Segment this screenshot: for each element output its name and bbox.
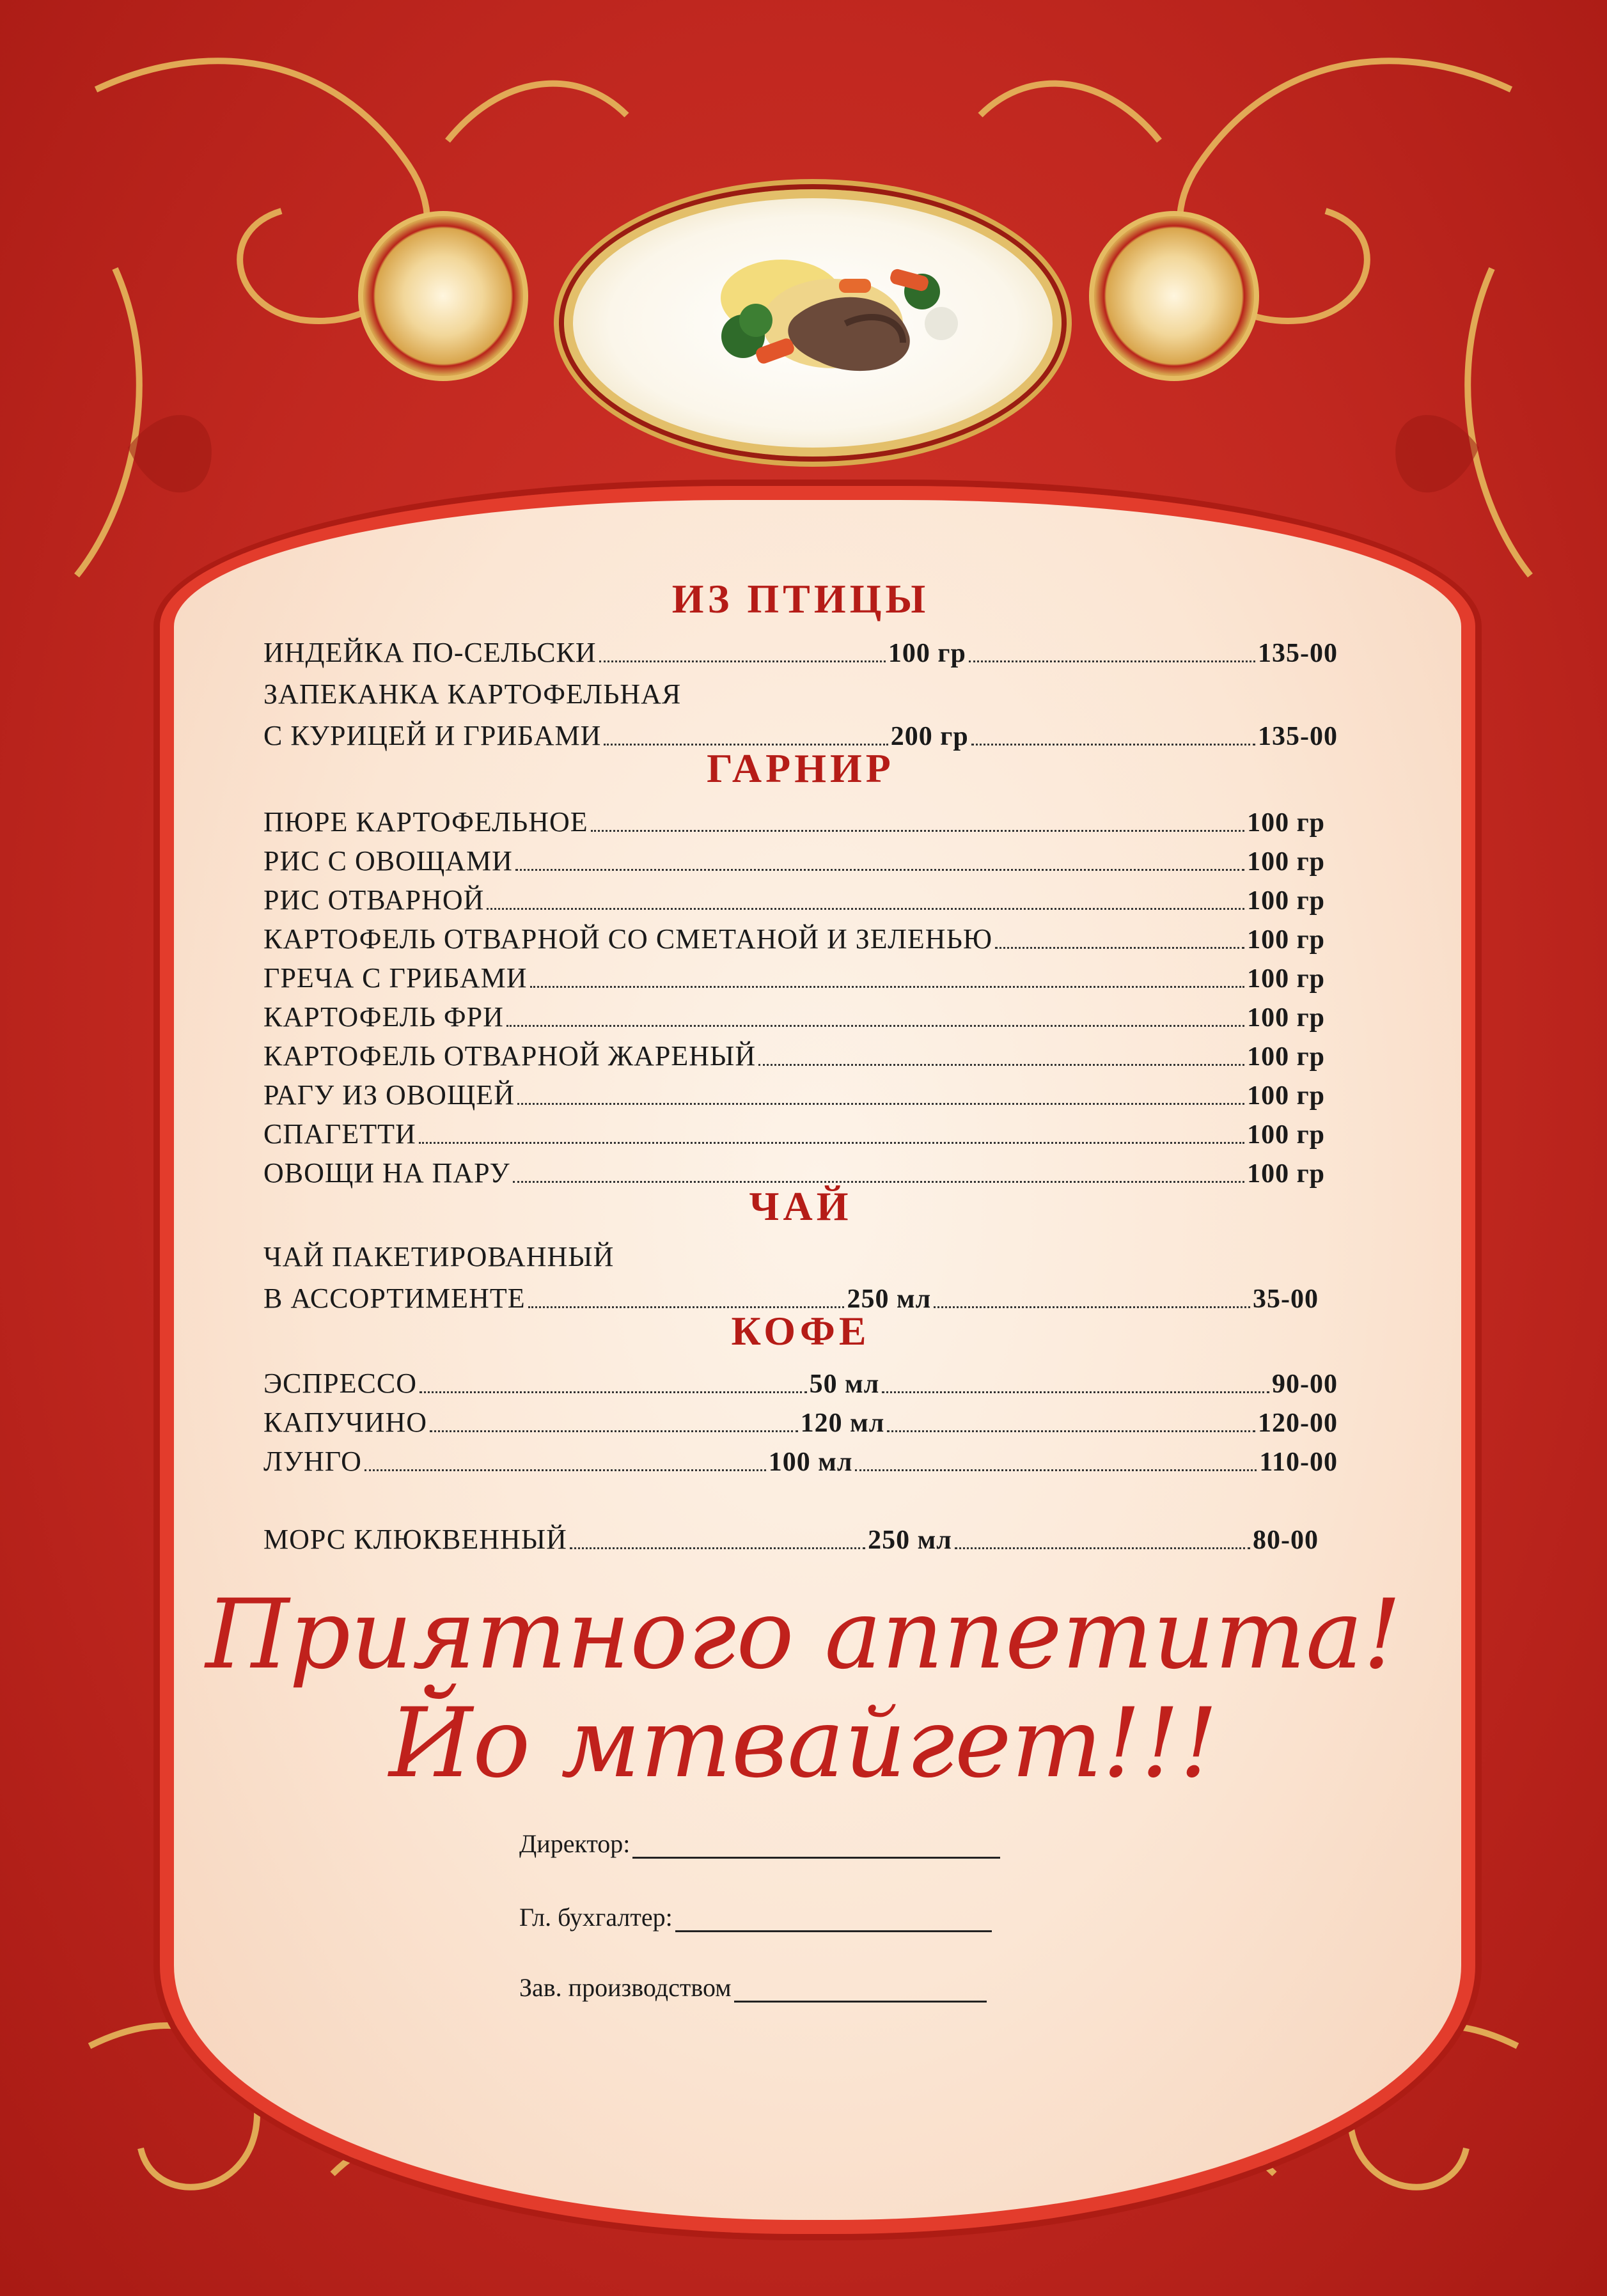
item-qty: 100 гр (1247, 1120, 1325, 1150)
leader-dots (530, 986, 1245, 988)
menu-item-coffee (263, 1403, 1338, 1439)
item-name: ПЮРЕ КАРТОФЕЛЬНОЕ (263, 806, 588, 838)
menu-item-garnish (263, 919, 1325, 955)
item-name: СПАГЕТТИ (263, 1118, 416, 1150)
left-rosette-ornament (358, 211, 528, 381)
item-name: МОРС КЛЮКВЕННЫЙ (263, 1524, 567, 1555)
menu-item-turkey (263, 633, 1338, 669)
menu-item-garnish (263, 1114, 1325, 1150)
menu-item-garnish (263, 1075, 1325, 1111)
leader-dots (515, 869, 1244, 871)
leader-dots (570, 1547, 865, 1549)
item-name-line1: ЧАЙ ПАКЕТИРОВАННЫЙ (263, 1241, 615, 1272)
leader-dots (506, 1025, 1244, 1027)
item-qty: 100 гр (1247, 847, 1325, 877)
wish-line-1: Приятного аппетита! (205, 1579, 1402, 1691)
item-qty: 120 мл (800, 1409, 885, 1438)
item-price: 120-00 (1258, 1409, 1338, 1438)
leader-dots (887, 1430, 1255, 1432)
leader-dots (365, 1469, 766, 1471)
leader-dots (419, 1391, 807, 1393)
leader-dots (758, 1064, 1244, 1066)
item-price: 80-00 (1253, 1526, 1319, 1555)
signature-accountant (519, 1902, 992, 1932)
item-qty: 100 гр (1247, 1159, 1325, 1189)
signature-label: Гл. бухгалтер: (519, 1903, 673, 1932)
item-name: В АССОРТИМЕНТЕ (263, 1283, 526, 1314)
leader-dots (955, 1547, 1250, 1549)
item-qty: 100 гр (1247, 1042, 1325, 1072)
signature-director (519, 1829, 1000, 1859)
item-qty: 100 гр (1247, 964, 1325, 994)
item-price: 135-00 (1258, 639, 1338, 668)
section-title-poultry: ИЗ ПТИЦЫ (671, 576, 930, 621)
item-name: С КУРИЦЕЙ И ГРИБАМИ (263, 720, 602, 751)
leader-dots (599, 660, 886, 662)
menu-item-morse (263, 1520, 1319, 1556)
item-name: РИС С ОВОЩАМИ (263, 845, 513, 877)
item-name: ЛУНГО (263, 1446, 362, 1477)
menu-item-garnish (263, 997, 1325, 1033)
leader-dots (517, 1103, 1244, 1105)
item-qty: 100 мл (768, 1448, 853, 1477)
leader-dots (487, 908, 1244, 910)
signature-line (734, 1978, 987, 2003)
item-name: ОВОЩИ НА ПАРУ (263, 1157, 510, 1189)
item-qty: 250 мл (868, 1526, 952, 1555)
menu-item-garnish (263, 841, 1325, 877)
menu-item-garnish (263, 880, 1325, 916)
item-price: 90-00 (1272, 1370, 1338, 1399)
item-qty: 50 мл (809, 1370, 880, 1399)
item-name: ИНДЕЙКА ПО-СЕЛЬСКИ (263, 637, 597, 668)
item-price: 110-00 (1259, 1448, 1338, 1477)
item-name: КАРТОФЕЛЬ ФРИ (263, 1001, 504, 1033)
item-name: ЭСПРЕССО (263, 1368, 417, 1399)
item-name: ГРЕЧА С ГРИБАМИ (263, 962, 528, 994)
item-qty: 100 гр (888, 639, 966, 668)
item-qty: 200 гр (890, 722, 969, 751)
section-title-garnish: ГАРНИР (707, 746, 895, 791)
menu-item-coffee (263, 1442, 1338, 1478)
leader-dots (995, 947, 1244, 949)
item-name: РИС ОТВАРНОЙ (263, 884, 485, 916)
item-qty: 250 мл (847, 1285, 932, 1314)
dish-illustration (564, 189, 1044, 439)
leader-dots (969, 660, 1255, 662)
item-name-line1: ЗАПЕКАНКА КАРТОФЕЛЬНАЯ (263, 678, 682, 710)
leader-dots (591, 830, 1244, 832)
menu-item-garnish (263, 802, 1325, 838)
section-title-tea: ЧАЙ (749, 1183, 852, 1229)
item-qty: 100 гр (1247, 886, 1325, 916)
leader-dots (855, 1469, 1257, 1471)
item-qty: 100 гр (1247, 808, 1325, 838)
leader-dots (419, 1142, 1244, 1144)
item-qty: 100 гр (1247, 925, 1325, 955)
signature-line (632, 1834, 1000, 1859)
menu-item-coffee (263, 1364, 1338, 1400)
leader-dots (882, 1391, 1269, 1393)
item-name: КАРТОФЕЛЬ ОТВАРНОЙ СО СМЕТАНОЙ И ЗЕЛЕНЬЮ (263, 923, 993, 955)
item-qty: 100 гр (1247, 1081, 1325, 1111)
menu-item-garnish (263, 1036, 1325, 1072)
dish-photo-plate (564, 189, 1062, 457)
item-name: КАПУЧИНО (263, 1407, 427, 1438)
section-title-coffee: КОФЕ (731, 1308, 870, 1354)
right-rosette-ornament (1089, 211, 1259, 381)
signature-production (519, 1972, 987, 2003)
item-qty: 100 гр (1247, 1003, 1325, 1033)
item-price: 35-00 (1253, 1285, 1319, 1314)
wish-line-2: Йо мтвайгет!!! (389, 1688, 1218, 1799)
signature-label: Зав. производством (519, 1973, 732, 2002)
leader-dots (430, 1430, 798, 1432)
item-name: РАГУ ИЗ ОВОЩЕЙ (263, 1079, 515, 1111)
signature-line (675, 1907, 992, 1932)
signature-label: Директор: (519, 1829, 631, 1858)
item-price: 135-00 (1258, 722, 1338, 751)
item-name: КАРТОФЕЛЬ ОТВАРНОЙ ЖАРЕНЫЙ (263, 1040, 756, 1072)
menu-item-garnish (263, 958, 1325, 994)
